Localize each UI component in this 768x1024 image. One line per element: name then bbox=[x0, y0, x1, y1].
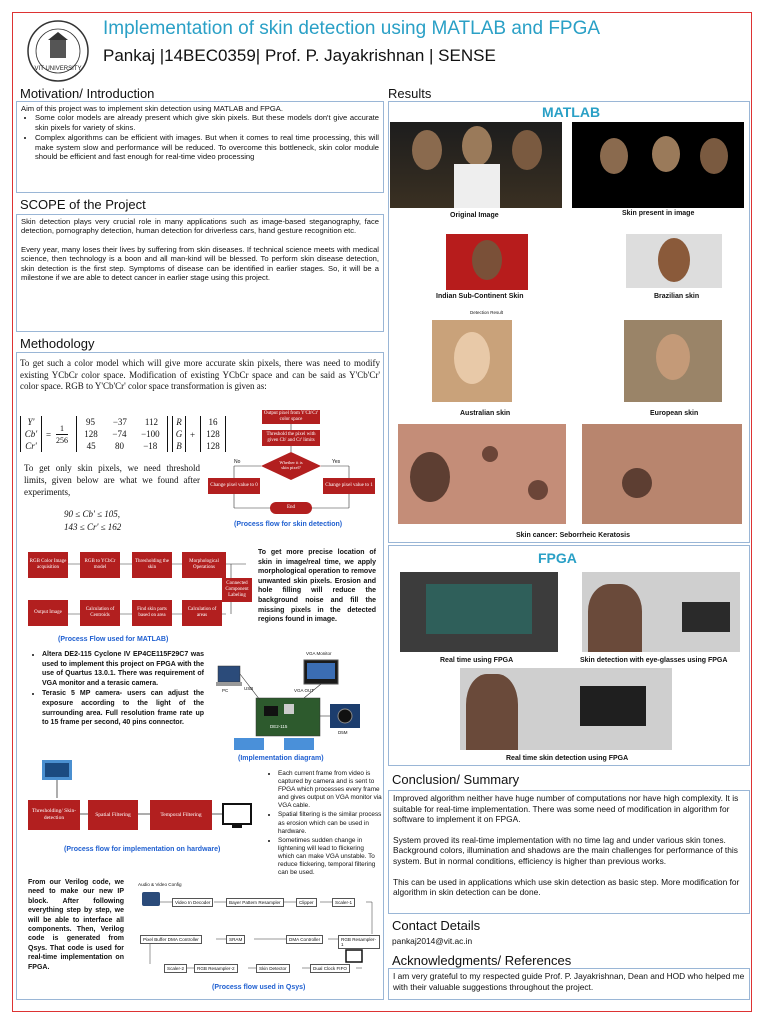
matlab-step: RGB Color Image acquisition bbox=[28, 552, 68, 578]
flow-caption: (Process flow for skin detection) bbox=[234, 521, 343, 528]
vit-logo bbox=[22, 18, 94, 84]
flow-threshold: Threshold the pixel with given Cb' and Cr' limits bbox=[262, 430, 320, 446]
qsys-block: Audio & Video Config bbox=[138, 882, 182, 887]
skin-present-image bbox=[572, 122, 744, 208]
fpga-image-3 bbox=[460, 668, 672, 750]
qsys-diagram bbox=[136, 880, 380, 980]
eq-lhs: Cr' bbox=[25, 441, 37, 451]
hw-step: Thresholding/ Skin-detection bbox=[28, 800, 80, 830]
scope-paragraph: Skin detection plays very crucial role in many applications such as image-based steganography, face detection, pornography detection, human detection for driverless cars, hand gesture recognition etc. bbox=[21, 217, 379, 236]
fpga-image-2 bbox=[582, 572, 740, 652]
matlab-caption: (Process Flow used for MATLAB) bbox=[58, 636, 169, 643]
hw-bullet: • Spatial filtering is the similar process as erosion which can be used in hardware. bbox=[278, 811, 382, 835]
qsys-block: Scaler-1 bbox=[332, 898, 355, 907]
skin-flowchart bbox=[204, 408, 380, 518]
implementation-diagram bbox=[214, 651, 378, 752]
verilog-paragraph: From our Verilog code, we need to make our new IP block. After following everything step by step, we will be able to interface all components. Then, Verilog code is generated from Qsys. That code is used for real-time implementation on FPGA. bbox=[28, 879, 124, 971]
matlab-step: Morphological Operations bbox=[182, 552, 226, 578]
caption-skin-cancer: Skin cancer: Seborrheic Keratosis bbox=[516, 532, 630, 539]
hw-step: Spatial Filtering bbox=[88, 800, 138, 830]
matlab-step: Calculation of areas bbox=[182, 600, 222, 626]
flow-end: End bbox=[270, 502, 312, 514]
conclusion-paragraph: Improved algorithm neither have huge number of computations nor have high complexity. It is suitable for real-time implementation. There was some need of modification in algorithm for software to implement it on FPGA. bbox=[393, 793, 739, 825]
impl-label: USB bbox=[244, 686, 254, 691]
hw-bullets bbox=[264, 770, 382, 878]
qsys-block: Clipper bbox=[296, 898, 317, 907]
flow-yes: Yes bbox=[332, 459, 341, 465]
fpga-bullet: • Terasic 5 MP camera- users can adjust the exposure according to the light of the surrounding area. Full resolution frame rate up to 15 frame per second, 40 pins connector. bbox=[42, 689, 204, 727]
european-skin-image bbox=[624, 320, 722, 402]
flow-left: Change pixel value to 0 bbox=[208, 478, 260, 494]
conclusion-paragraph: System proved its real-time implementation with no time lag and under various skin tones. Background colors, illumination and shadows are the main challenges for performance of this system. But in normal conditions, efficiency is higher than previous works. bbox=[393, 834, 738, 866]
motivation-bullet: • Some color models are already present which give skin pixels. But these models don't give accurate skin pixels for variety of skins. bbox=[35, 113, 379, 132]
australian-skin-image bbox=[432, 320, 512, 402]
hw-step: Temporal Filtering bbox=[150, 800, 212, 830]
caption-australian: Australian skin bbox=[460, 410, 511, 417]
caption-fpga-1: Real time using FPGA bbox=[440, 657, 514, 664]
impl-label: DE2-115 bbox=[270, 724, 288, 729]
qsys-block: Bayer Pattern Resampler bbox=[226, 898, 284, 907]
qsys-block: Dual Clock FIFO bbox=[310, 964, 350, 973]
morph-paragraph: To get more precise location of skin in image/real time, we apply morphological operation to remove unwanted skin pixels. Erosion and hole filling will reduce the background noise and fill the missing pixels in the detected regions found in image. bbox=[258, 549, 376, 624]
matlab-step: Output Image bbox=[28, 600, 68, 626]
matlab-results-title: MATLAB bbox=[542, 104, 601, 120]
flow-start: Output pixel from Y'Cb'Cr' color space bbox=[263, 411, 319, 422]
contact-heading: Contact Details bbox=[392, 918, 481, 933]
transform-equation: Y' Cb' Cr' = 1 256 95 −37 112 128 −74 −100 45 80 −18 R G B + 16 128 128 bbox=[20, 416, 235, 456]
eq-lhs: Y' bbox=[27, 417, 35, 427]
hardware-flow bbox=[24, 758, 258, 836]
impl-label: VGA OUT bbox=[294, 688, 315, 693]
conclusion-box bbox=[388, 790, 750, 914]
qsys-block: SRAM bbox=[226, 935, 245, 944]
skin-cancer-image-2 bbox=[582, 424, 742, 524]
matlab-step: Find skin parts based on area bbox=[132, 600, 172, 626]
indian-skin-image bbox=[446, 234, 528, 290]
motivation-intro: Aim of this project was to implement skin detection using MATLAB and FPGA. bbox=[21, 104, 283, 113]
methodology-paragraph: To get such a color model which will give more accurate skin pixels, there was need to modify existing YCbCr color space. Modification of existing YCbCr space and can be said as Y'Cb'Cr' color space. RGB to Y'Cb'Cr' color space transformation is given as: bbox=[20, 358, 380, 392]
caption-indian: Indian Sub-Continent Skin bbox=[436, 293, 524, 300]
caption-fpga-3: Real time skin detection using FPGA bbox=[506, 755, 629, 762]
scope-paragraph: Every year, many loses their lives by suffering from skin diseases. If technical science meets with medical science, then technology is a boon and all man-kind will be blessed. To perform skin disease detection, skin detection is the first step. Symptoms of disease can be identified in earlier stages. So, it will be a milestone if we are able to detect cancer in earlier stage using this project. bbox=[21, 244, 379, 283]
matlab-step: RGB to YCbCr model bbox=[80, 552, 120, 578]
caption-original: Original Image bbox=[450, 212, 499, 219]
fpga-image-1 bbox=[400, 572, 558, 652]
brazilian-skin-image bbox=[626, 234, 722, 288]
impl-label: D5M bbox=[338, 730, 348, 735]
matlab-flow bbox=[26, 548, 252, 632]
ack-box bbox=[388, 968, 750, 1000]
caption-brazilian: Brazilian skin bbox=[654, 293, 700, 300]
hw-bullet: • Each current frame from video is captured by camera and is sent to FPGA which processes every frame and gives output on VGA monitor via VGA cable. bbox=[278, 770, 382, 810]
contact-email[interactable]: pankaj2014@vit.ac.in bbox=[392, 936, 473, 946]
impl-label: VGA Monitor bbox=[306, 651, 332, 656]
flow-decision: Whether it is skin pixel? bbox=[279, 460, 303, 470]
qsys-block: Pixel Buffer DMA Controller bbox=[140, 935, 202, 944]
impl-label: PC bbox=[222, 688, 229, 693]
matlab-step: Connected Component Labeling bbox=[222, 578, 252, 602]
logo-text: VIT UNIVERSITY bbox=[34, 66, 82, 72]
detect-label: Detection Result bbox=[470, 310, 504, 315]
ack-text: I am very grateful to my respected guide Prof. P. Jayakrishnan, Dean and HOD who helped me with their valuable suggestions throughout the project. bbox=[393, 971, 745, 992]
matlab-step: Thresholding the skin bbox=[132, 552, 172, 578]
fpga-results-title: FPGA bbox=[538, 550, 577, 566]
scope-heading: SCOPE of the Project bbox=[20, 197, 146, 212]
results-heading: Results bbox=[388, 86, 432, 101]
eq-matrix: 95 −37 112 128 −74 −100 45 80 −18 bbox=[76, 416, 168, 452]
hw-bullet: • Sometimes sudden change in lightening will lead to flickering which can make VGA unstable. To reduce flickering, temporal filtering can be used. bbox=[278, 837, 382, 877]
hw-caption: (Process flow for implementation on hardware) bbox=[64, 846, 221, 853]
matlab-step: Calculation of Centroids bbox=[80, 600, 120, 626]
qsys-block: Skin Detector bbox=[256, 964, 290, 973]
conclusion-paragraph: This can be used in applications which use skin detection as basic step. More modification for algorithm in skin detection can be done. bbox=[393, 876, 740, 898]
conclusion-heading: Conclusion/ Summary bbox=[392, 772, 520, 787]
poster-title: Implementation of skin detection using MATLAB and FPGA bbox=[103, 18, 601, 39]
threshold-paragraph: To get only skin pixels, we need threshold limits, given below are what we found after experiments, bbox=[24, 463, 200, 497]
fpga-bullet: • Altera DE2-115 Cyclone IV EP4CE115F29C7 was used to implement this project on FPGA with the use of Quartus 13.0.1. There was requirement of VGA monitor and a terasic camera. bbox=[42, 650, 204, 688]
threshold-inequalities: 90 ≤ Cb' ≤ 105, 143 ≤ Cr' ≤ 162 bbox=[64, 509, 122, 532]
qsys-block: RGB Resampler-2 bbox=[194, 964, 238, 973]
original-image bbox=[390, 122, 562, 208]
caption-skin-present: Skin present in image bbox=[622, 210, 695, 217]
motivation-box bbox=[16, 101, 384, 193]
flow-right: Change pixel value to 1 bbox=[323, 478, 375, 494]
eq-lhs: Cb' bbox=[24, 429, 38, 439]
flow-no: No bbox=[234, 459, 241, 465]
impl-caption: (Implementation diagram) bbox=[238, 755, 324, 762]
fpga-bullets bbox=[28, 650, 204, 729]
poster-subtitle: Pankaj |14BEC0359| Prof. P. Jayakrishnan | SENSE bbox=[103, 46, 496, 65]
motivation-heading: Motivation/ Introduction bbox=[20, 86, 155, 101]
caption-fpga-2: Skin detection with eye-glasses using FPGA bbox=[580, 657, 728, 664]
caption-european: European skin bbox=[650, 410, 699, 417]
qsys-block: Video In Decoder bbox=[172, 898, 213, 907]
methodology-heading: Methodology bbox=[20, 336, 95, 351]
qsys-block: DMA Controller bbox=[286, 935, 323, 944]
skin-cancer-image-1 bbox=[398, 424, 566, 524]
ack-heading: Acknowledgments/ References bbox=[392, 953, 572, 968]
qsys-block: RGB Resampler-1 bbox=[338, 935, 380, 949]
scope-box bbox=[16, 214, 384, 332]
qsys-block: Scaler-2 bbox=[164, 964, 187, 973]
qsys-caption: (Process flow used in Qsys) bbox=[212, 984, 306, 991]
motivation-bullet: • Complex algorithms can be efficient with images. But when it comes to real time processing, this will make system slow and performance will be reduced. To overcome this bottleneck, skin color module should be efficient and fast enough for real-time video processing bbox=[35, 133, 379, 161]
